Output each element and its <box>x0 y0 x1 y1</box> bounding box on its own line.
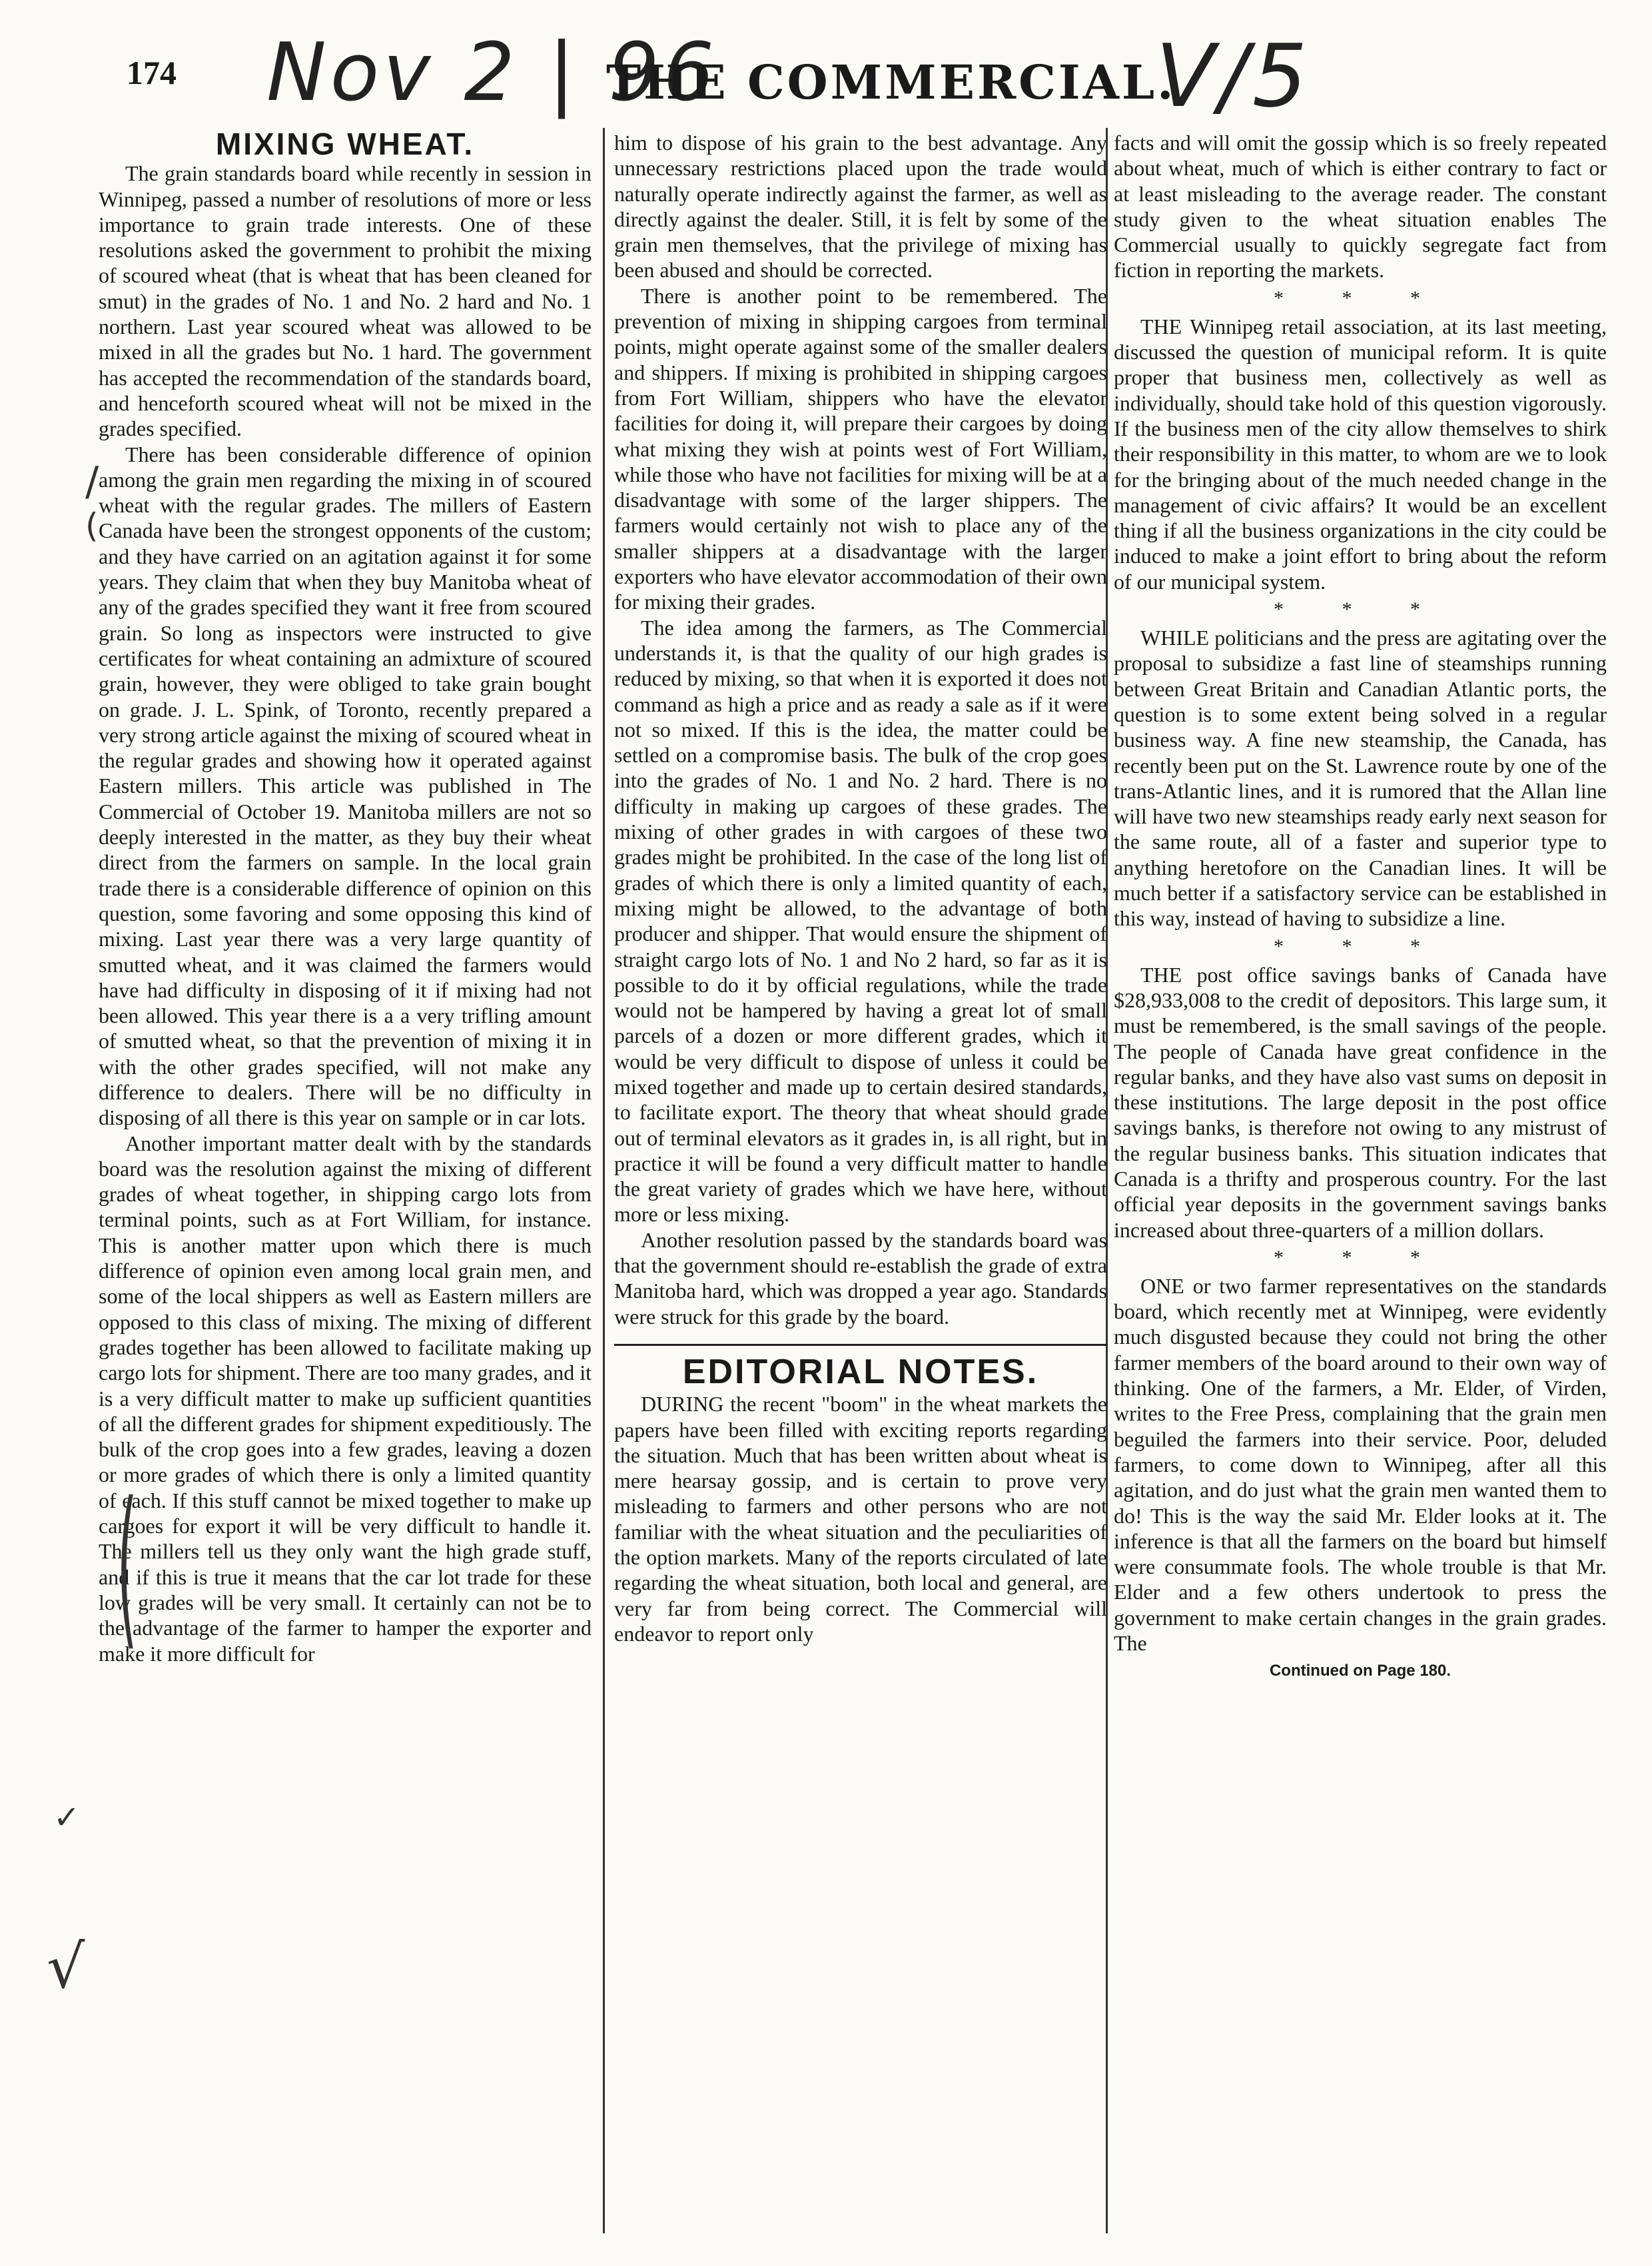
column-3 <box>1114 130 1607 1684</box>
article-paragraph: him to dispose of his grain to the best advantage. Any unnecessary restrictions placed upon the trade would naturally operate indirectly against the farmer, as well as directly against the dealer. Still, it is felt by some of the grain men themselves, that the privilege of mixing has been abused and should be corrected. <box>614 131 1107 283</box>
asterism-separator: * * * <box>1274 286 1447 309</box>
article-headline: MIXING WHEAT. <box>215 127 475 161</box>
page-number: 174 <box>127 54 177 91</box>
editorial-paragraph: THE post office savings banks of Canada have $28,933,008 to the credit of depositors. This large sum, it must be remembered, is the small savings of the people. The people of Canada have great confidence in the regular banks, and they have also vast sums on deposit in these institutions. The large deposit in the post office savings banks, is therefore not owing to any mistrust of the regular business banks. This situation indicates that Canada is a thrifty and prosperous country. For the last official year deposits in the government savings banks increased about three-quarters of a million dollars. <box>1114 962 1607 1242</box>
asterism-separator: * * * <box>1274 935 1447 957</box>
editorial-paragraph: facts and will omit the gossip which is so freely repeated about wheat, much of which is either contrary to fact or at least misleading to the average reader. The constant study given to the wheat situation enables The Commercial usually to quickly segregate fact from fiction in reporting the markets. <box>1114 131 1607 283</box>
article-paragraph: Another important matter dealt with by the standards board was the resolution against the mixing of different grades of wheat together, in shipping cargo lots from terminal points, such as at Fort William, for instance. This is another matter upon which there is much difference of opinion even among local grain men, and some of the local shippers as well as Eastern millers are opposed to this class of mixing. The mixing of different grades together has been allowed to facilitate making up cargo lots for shipment. There are too many grades, and it is a very difficult matter to make up sufficient quantities of all the different grades for shipment expeditiously. The bulk of the crop goes into a few grades, leaving a dozen or more grades of which there is only a limited quantity of each. If this stuff cannot be mixed together to make up cargoes for export it will be very difficult to handle it. The millers tell us they only want the high grade stuff, and if this is true it means that the car lot trade for these low grades will be very small. It certainly can not be to the advantage of the farmer to hamper the exporter and make it more difficult for <box>99 1131 592 1666</box>
handwritten-volume: V/5 <box>1156 25 1312 127</box>
pencil-check-icon: ✓ <box>53 1799 81 1836</box>
editorial-paragraph: ONE or two farmer representatives on the standards board, which recently met at Winnipeg, were evidently much disgusted because they could not bring the other farmer members of the board around to their own way of thinking. One of the farmers, a Mr. Elder, of Virden, writes to the Free Press, complaining that the grain men beguiled the farmers into their service. Poor, deluded farmers, to come down to Winnipeg, after all this agitation, and do just what the grain men wanted them to do! This is the way the said Mr. Elder looks at it. The inference is that all the farmers on the board but himself were consummate fools. The whole trouble is that Mr. Elder and a few others undertook to press the government to make certain changes in the grain grades. The <box>1114 1273 1607 1656</box>
editorial-paragraph: DURING the recent "boom" in the wheat markets the papers have been filled with exciting reports regarding the situation. Much that has been written about wheat is mere hearsay gossip, and is certain to prove very misleading to farmers and other persons who are not familiar with the wheat situation and the peculiarities of the option markets. Many of the reports circulated of late regarding the wheat situation, both local and general, are very far from being correct. The Commercial will endeavor to report only <box>614 1392 1107 1646</box>
asterism-separator: * * * <box>1274 598 1447 621</box>
handwritten-date: Nov 2 | 96 <box>266 27 719 119</box>
pencil-mark-icon: / <box>85 458 99 505</box>
editorial-paragraph: THE Winnipeg retail association, at its last meeting, discussed the question of municipal reform. It is quite proper that business men, collectively as well as individually, should take hold of this question vigorously. If the business men of the city allow themselves to shirk their responsibility in this matter, to whom are we to look for the bringing about of the much needed change in the management of civic affairs? It would be an excellent thing if all the business organizations in the city could be induced to make a joint effort to bring about the reform of our municipal system. <box>1114 314 1607 594</box>
article-paragraph: The idea among the farmers, as The Commercial understands it, is that the quality of our high grades is reduced by mixing, so that when it is exported it does not command as high a price and as ready a sale as if it were not so mixed. If this is the idea, the matter could be settled on a compromise basis. The bulk of the crop goes into the grades of No. 1 and No. 2 hard. There is no difficulty in making up cargoes of these grades. The mixing of other grades in with cargoes of these two grades might be prohibited. In the case of the long list of grades of which there is only a limited quantity of each, mixing might be allowed, to the advantage of both producer and shipper. That would ensure the shipment of straight cargo lots of No. 1 and No 2 hard, so far as it is possible to do it by official regulations, while the trade would not be hampered by having a great lot of small parcels of a dozen or more different grades, which it would be very difficult to dispose of unless it could be mixed together and made up to certain desired standards, to facilitate export. The theory that wheat should grade out of terminal elevators as it grades in, is all right, but in practice it will be found a very difficult matter to handle the great variety of grades which we have here, without more or less mixing. <box>614 615 1107 1227</box>
pencil-mark-icon: ( <box>85 506 99 545</box>
article-paragraph: The grain standards board while recently in session in Winnipeg, passed a number of resolutions of more or less importance to grain trade interests. One of these resolutions asked the government to prohibit the mixing of scoured wheat (that is wheat that has been cleaned for smut) in the grades of No. 1 and No. 2 hard and No. 1 northern. Last year scoured wheat was allowed to be mixed in all the grades but No. 1 hard. The government has accepted the recommendation of the standards board, and henceforth scoured wheat will not be mixed in the grades specified. <box>99 161 592 441</box>
masthead <box>120 13 1572 127</box>
section-divider <box>614 1344 1107 1346</box>
continued-note: Continued on Page 180. <box>1269 1662 1451 1680</box>
pencil-bracket-icon: ( <box>117 1466 137 1667</box>
article-paragraph: There is another point to be remembered. The prevention of mixing in shipping cargoes from terminal points, might operate against some of the smaller dealers and shippers. If mixing is prohibited in shipping cargoes from Fort William, shippers who have the elevator facilities for doing it, will prepare their cargoes by doing what mixing they wish at points west of Fort William, while those who have not facilities for mixing will be at a disadvantage with some of the larger shippers. The farmers would certainly not wish to place any of the smaller shippers at a disadvantage with the larger exporters who have elevator accommodation of their own for mixing their grades. <box>614 283 1107 614</box>
column-2 <box>614 130 1107 1646</box>
article-paragraph: There has been considerable difference of opinion among the grain men regarding the mixing in of scoured wheat with the regular grades. The millers of Eastern Canada have been the strongest opponents of the custom; and they have carried on an agitation against it for some years. They claim that when they buy Manitoba wheat of any of the grades specified they want it free from scoured grain. So long as inspectors were instructed to give certificates for wheat containing an admixture of scoured grain, however, they were obliged to take grain bought on grade. J. L. Spink, of Toronto, recently prepared a very strong article against the mixing of scoured wheat in the regular grades and showing how it operated against Eastern millers. This article was published in The Commercial of October 19. Manitoba millers are not so deeply interested in the matter, as they buy their wheat direct from the farmers on sample. In the local grain trade there is a considerable difference of opinion on this question, some favoring and some opposing this kind of mixing. Last year there was a very large quantity of smutted wheat, and it was claimed the farmers would have had difficulty in disposing of it if mixing had not been allowed. This year there is a a very trifling amount of smutted wheat, so that the prevention of mixing it in with the other grades specified, will not make any difference to dealers. There will be no difficulty in disposing of all there is this year on sample or in car lots. <box>99 442 592 1130</box>
column-1 <box>99 127 592 1666</box>
masthead-title: THE COMMERCIAL. <box>606 55 1176 110</box>
editorial-paragraph: WHILE politicians and the press are agitating over the proposal to subsidize a fast line of steamships running between Great Britain and Canadian Atlantic ports, the question is to some extent being solved in a regular business way. A fine new steamship, the Canada, has recently been put on the St. Lawrence route by one of the trans-Atlantic lines, and it is rumored that the Allan line will have two new steamships ready early next season for the same route, all of a faster and superior type to anything heretofore on the Canadian lines. It will be much better if a satisfactory service can be established in this way, instead of having to subsidize a line. <box>1114 626 1607 931</box>
column-rule <box>603 128 605 2233</box>
editorial-notes-heading: EDITORIAL NOTES. <box>682 1352 1039 1391</box>
article-paragraph: Another resolution passed by the standards board was that the government should re-establish the grade of extra Manitoba hard, which was dropped a year ago. Standards were struck for this grade by the board. <box>614 1227 1107 1329</box>
asterism-separator: * * * <box>1274 1246 1447 1269</box>
pencil-check-icon: √ <box>47 1932 85 2002</box>
